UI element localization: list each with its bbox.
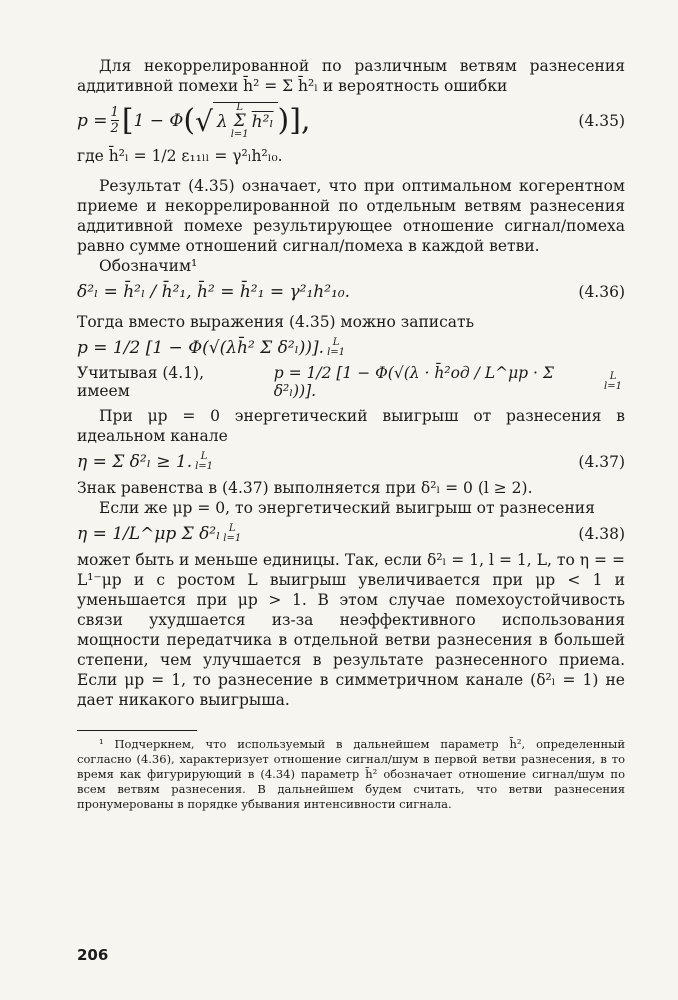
paragraph-gain: При μр = 0 энергетический выигрыш от разнесения в идеальном канале (77, 407, 625, 445)
eq-b-sum-limits: L l=1 (604, 371, 622, 392)
paragraph-conclusion: может быть и меньше единицы. Так, если δ²ₗ = 1, l = 1, L, то η = = L¹⁻μр и с ростом L выигрыш увеличивается при μр < 1 и уменьшается при μр > 1. В этом случае помехоустойчивость связи ухудшается из-за неэффективного использования мощности передатчика в отдельной ветви разнесения в большей степени, чем улучшается в результате разнесенного приема. Если μр = 1, то разнесение в симметричном канале (δ²ₗ = 1) не дает никакого выигрыша. (77, 551, 625, 709)
equation-unnumbered-b (77, 364, 625, 400)
eq35-one-minus: 1 − Φ (133, 111, 184, 131)
eq38-body: η = 1/L^μр Σ δ²ₗ (77, 524, 221, 544)
equation-4-37 (77, 452, 625, 472)
equation-4-35: p = $\frac{1}{2}$ [ 1 − Φ ( √ λ L Σ l=1 h²ₗ ) ], (4.35) (77, 102, 625, 140)
equation-4-38 (77, 524, 625, 544)
paragraph-result: Результат (4.35) означает, что при оптимальном когерентном приеме и некоррелированной по отдельным ветвям разнесения аддитивной помехе результирующее отношение сигнал/помеха равно сумме отношений сигнал/помеха в каждой ветви. (77, 177, 625, 255)
eq-a-sum-limits: L l=1 (327, 337, 346, 358)
eq-a-body: p = 1/2 [1 − Φ(√(λh̄² Σ δ²ₗ))]. (77, 338, 325, 358)
p5-lead: Учитывая (4.1), имеем (77, 364, 205, 400)
eq37-number: (4.37) (578, 453, 625, 471)
equation-unnumbered-a (77, 338, 625, 358)
footnote-divider (77, 730, 197, 731)
page-number: 206 (77, 946, 109, 964)
footnote: ¹ Подчеркнем, что используемый в дальнейшем параметр h̄², определенный согласно (4.36), характеризует отношение сигнал/шум в первой ветви разнесения, в то время как фигурирующий в (4.34) параметр h̄² обозначает отношение сигнал/шум по всем ветвям разнесения. В дальнейшем будем считать, что ветви разнесения пронумерованы в порядке убывания интенсивности сигнала. (77, 737, 625, 811)
eq35-sqrt-icon: √ (195, 104, 213, 138)
eq35-radicand: λ L Σ l=1 h²ₗ (213, 102, 278, 140)
eq35-bracket-open: [ (121, 103, 134, 138)
eq35-bracket-close: ], (289, 103, 311, 138)
eq35-half: $\frac{1}{2}$ (110, 105, 119, 136)
page-body (77, 56, 625, 812)
eq35-sum: L Σ l=1 (230, 102, 249, 140)
equation-4-36 (77, 282, 625, 302)
paragraph-if: Если же μр = 0, то энергетический выигрыш от разнесения (99, 499, 595, 517)
eq37-sum-limits: L l=1 (195, 451, 214, 472)
paragraph-denote: Обозначим¹ (99, 257, 198, 275)
eq38-number: (4.38) (578, 525, 625, 543)
eq36-number: (4.36) (578, 283, 625, 301)
eq37-body: η = Σ δ²ₗ ≥ 1. (77, 452, 193, 472)
paragraph-intro: Для некоррелированной по различным ветвям разнесения аддитивной помехи h̄² = Σ h̄²ₗ и вероятность ошибки (77, 57, 625, 95)
eq36-body: δ²ₗ = h̄²ₗ / h̄²₁, h̄² = h̄²₁ = γ²₁h²₁₀. (77, 282, 351, 302)
eq-b-body: p = 1/2 [1 − Φ(√(λ · h̄²од / L^μр · Σ δ²ₗ))]. (273, 364, 554, 400)
paragraph-equality: Знак равенства в (4.37) выполняется при δ²ₗ = 0 (l ≥ 2). (77, 479, 533, 497)
eq35-number: (4.35) (578, 112, 625, 130)
where-line: где h̄²ₗ = 1/2 ε₁₁ₗₗ = γ²ₗh²ₗ₀. (77, 147, 283, 165)
paragraph-then: Тогда вместо выражения (4.35) можно записать (77, 313, 475, 331)
eq38-sum-limits: L l=1 (223, 523, 242, 544)
eq35-lhs: p = (77, 111, 108, 131)
eq35-term: h²ₗ (251, 111, 274, 132)
